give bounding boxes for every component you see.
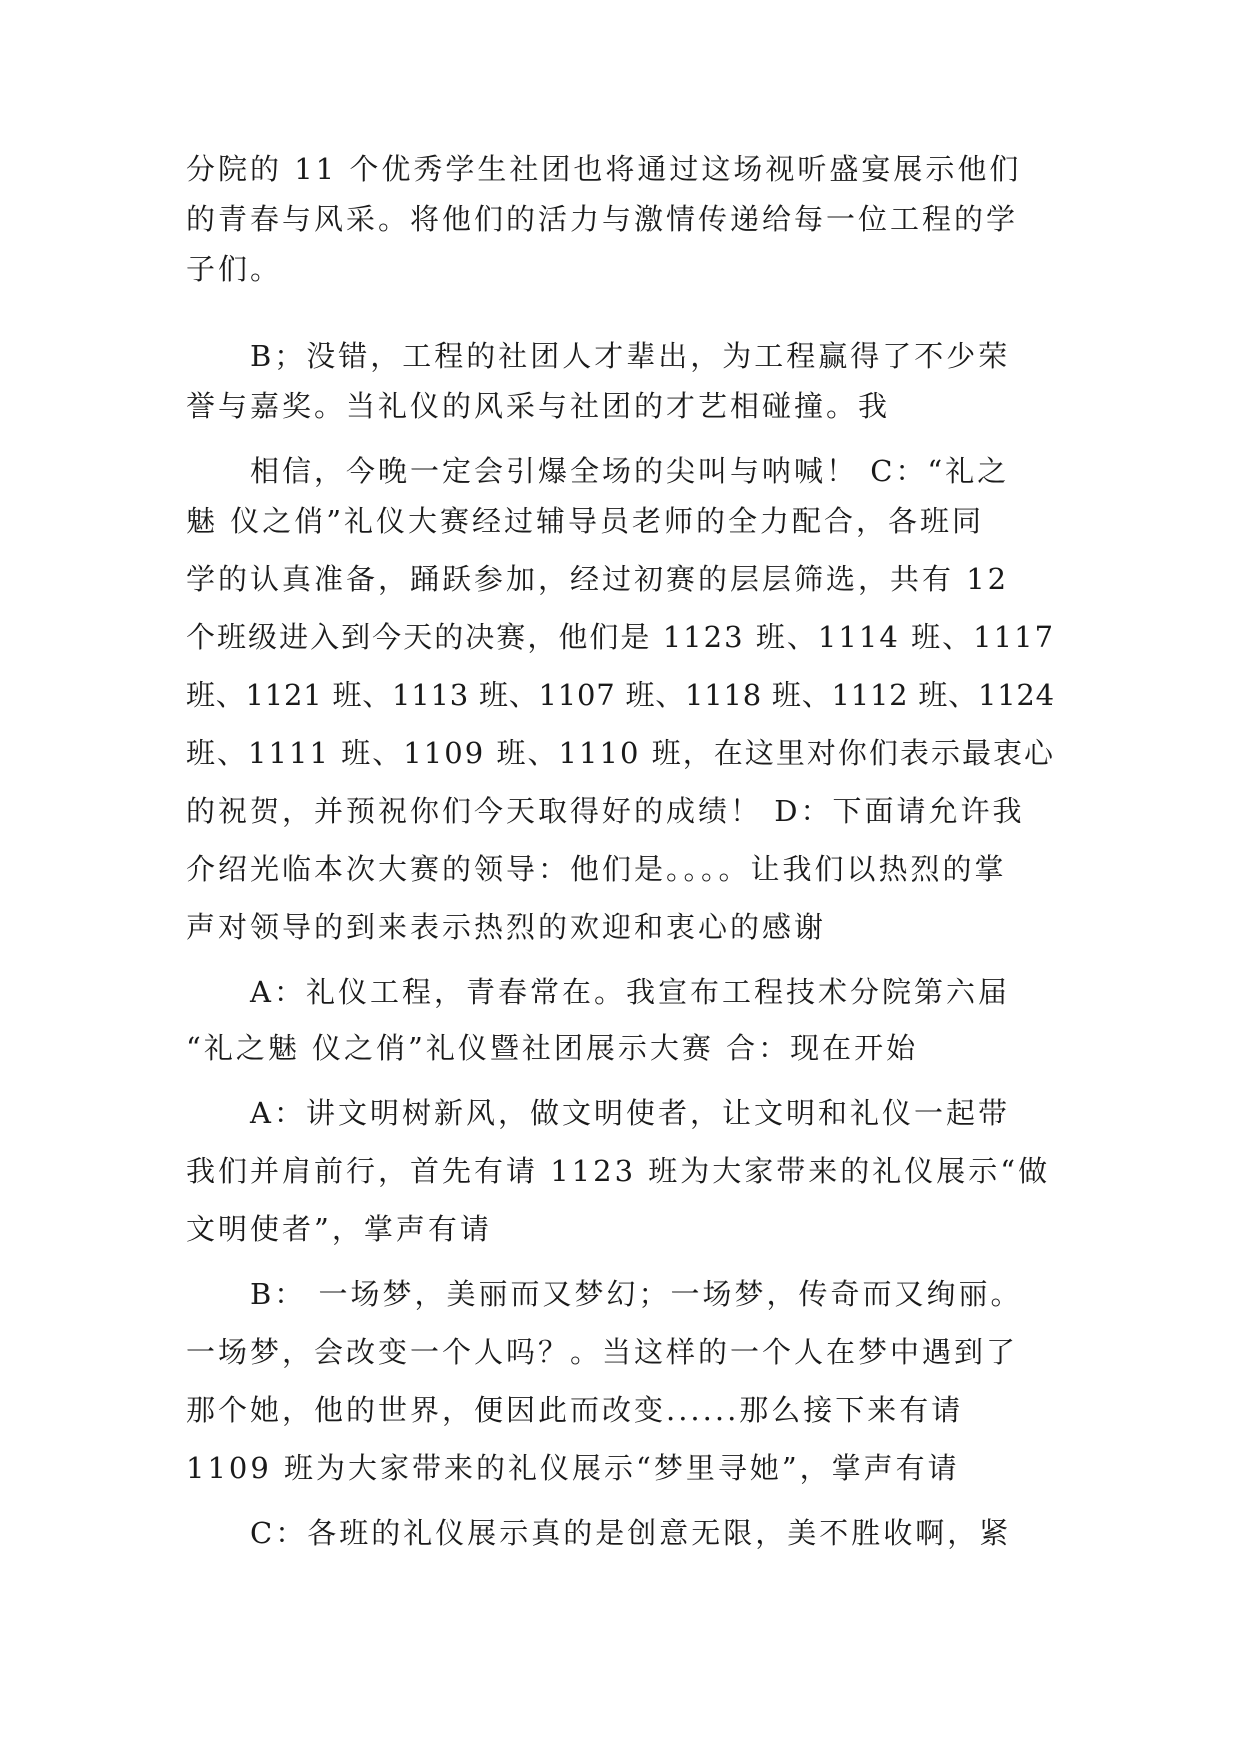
text-line: 的青春与风采。将他们的活力与激情传递给每一位工程的学 bbox=[186, 202, 1019, 236]
text-line: B： 一场梦，美丽而又梦幻；一场梦，传奇而又绚丽。 bbox=[250, 1277, 1023, 1311]
text-line: 1109 班为大家带来的礼仪展示“梦里寻她”，掌声有请 bbox=[186, 1451, 960, 1485]
text-line: 子们。 bbox=[186, 252, 283, 286]
text-line: 班、1111 班、1109 班、1110 班，在这里对你们表示最衷心 bbox=[186, 736, 1056, 770]
text-line: 学的认真准备，踊跃参加，经过初赛的层层筛选，共有 12 bbox=[186, 562, 1010, 596]
text-line: 声对领导的到来表示热烈的欢迎和衷心的感谢 bbox=[186, 910, 827, 944]
text-line: 介绍光临本次大赛的领导：他们是。。。。让我们以热烈的掌 bbox=[186, 852, 1007, 886]
text-line: 的祝贺，并预祝你们今天取得好的成绩！ D：下面请允许我 bbox=[186, 794, 1025, 828]
text-line: B；没错，工程的社团人才辈出，为工程赢得了不少荣 bbox=[250, 339, 1011, 373]
text-line: 誉与嘉奖。当礼仪的风采与社团的才艺相碰撞。我 bbox=[186, 389, 891, 423]
text-line: “礼之魅 仪之俏”礼仪暨社团展示大赛 合：现在开始 bbox=[186, 1031, 919, 1065]
text-line: A：讲文明树新风，做文明使者，让文明和礼仪一起带 bbox=[250, 1096, 1010, 1130]
text-line: 文明使者”，掌声有请 bbox=[186, 1212, 492, 1246]
text-line: C：各班的礼仪展示真的是创意无限，美不胜收啊，紧 bbox=[250, 1516, 1012, 1550]
text-line: 分院的 11 个优秀学生社团也将通过这场视听盛宴展示他们 bbox=[186, 152, 1022, 186]
text-line: 那个她，他的世界，便因此而改变......那么接下来有请 bbox=[186, 1393, 964, 1427]
text-line: 我们并肩前行，首先有请 1123 班为大家带来的礼仪展示“做 bbox=[186, 1154, 1051, 1188]
text-line: 相信，今晚一定会引爆全场的尖叫与呐喊！ C：“礼之 bbox=[250, 454, 1010, 488]
text-line: 班、1121 班、1113 班、1107 班、1118 班、1112 班、1124 bbox=[186, 678, 1055, 712]
text-line: 个班级进入到今天的决赛，他们是 1123 班、1114 班、1117 bbox=[186, 620, 1056, 654]
text-line: A：礼仪工程，青春常在。我宣布工程技术分院第六届 bbox=[250, 975, 1010, 1009]
text-line: 一场梦，会改变一个人吗？。当这样的一个人在梦中遇到了 bbox=[186, 1335, 1019, 1369]
text-line: 魅 仪之俏”礼仪大赛经过辅导员老师的全力配合，各班同 bbox=[186, 504, 985, 538]
